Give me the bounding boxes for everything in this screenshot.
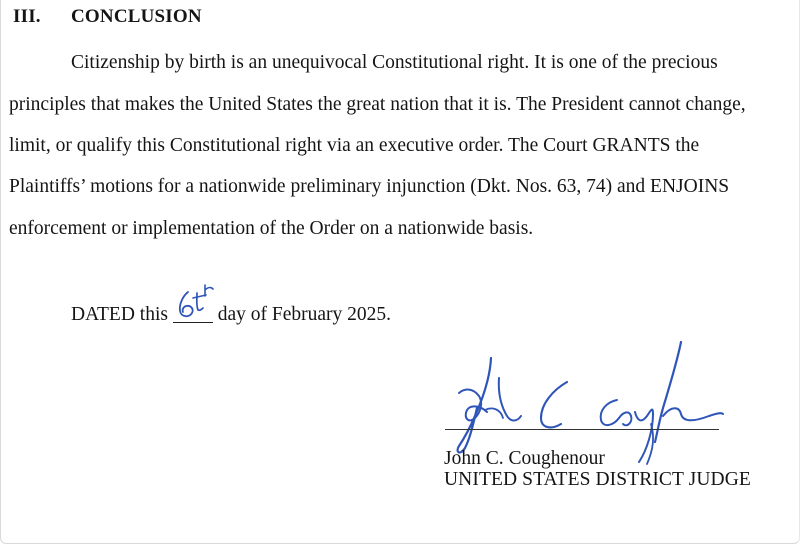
judge-name: John C. Coughenour xyxy=(444,448,605,469)
judge-title: UNITED STATES DISTRICT JUDGE xyxy=(444,469,751,490)
paragraph-line: Citizenship by birth is an unequivocal Constitutional right. It is one of the precious xyxy=(71,52,718,73)
day-underline xyxy=(173,322,213,323)
paragraph-line: enforcement or implementation of the Order on a nationwide basis. xyxy=(9,218,534,239)
section-title: CONCLUSION xyxy=(71,6,202,27)
signature-line xyxy=(445,429,719,430)
section-heading xyxy=(13,6,202,28)
paragraph-line: Plaintiffs’ motions for a nationwide preliminary injunction (Dkt. Nos. 63, 74) and ENJOINS xyxy=(9,176,730,197)
section-number: III. xyxy=(13,6,41,27)
paragraph-line: limit, or qualify this Constitutional right via an executive order. The Court GRANTS the xyxy=(9,135,700,156)
dated-line xyxy=(71,300,391,326)
handwritten-day xyxy=(173,280,217,322)
paragraph-line: principles that makes the United States the great nation that it is. The President cannot change, xyxy=(9,94,746,115)
dated-prefix: DATED this xyxy=(71,304,168,325)
dated-suffix: day of February 2025. xyxy=(217,304,392,325)
day-blank xyxy=(173,300,213,320)
